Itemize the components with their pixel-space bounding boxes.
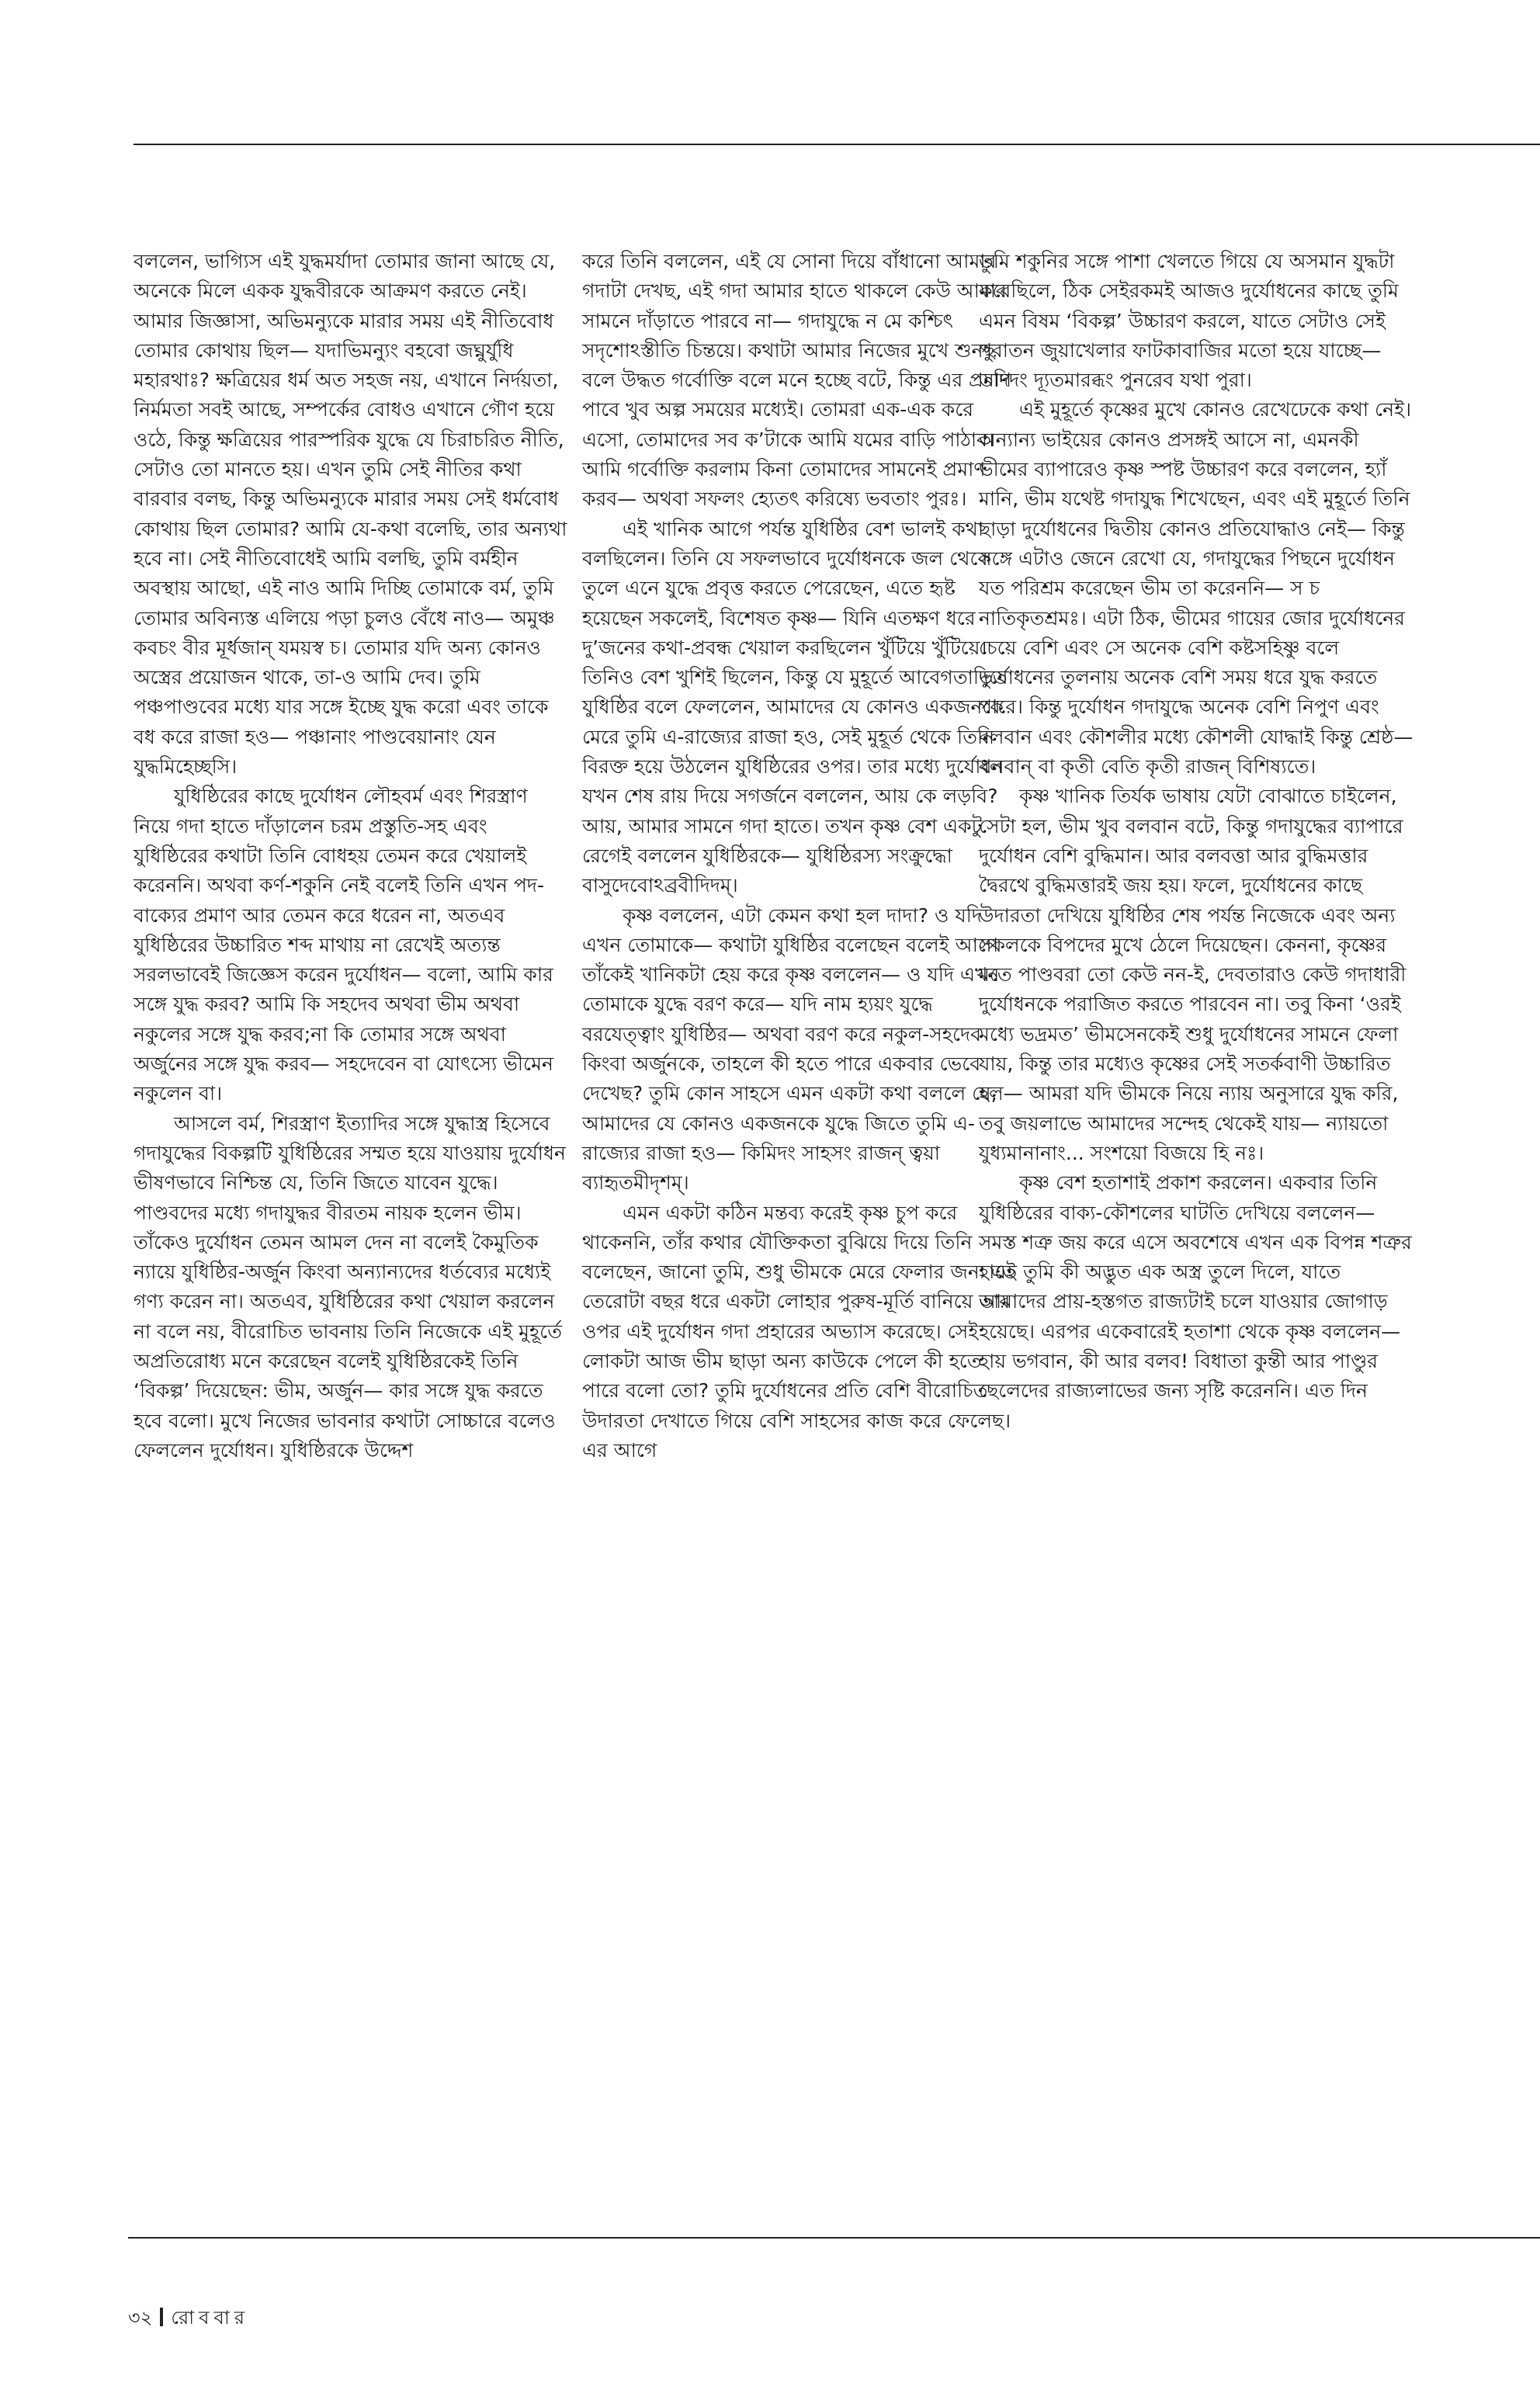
paragraph: এমন একটা কঠিন মন্তব্য করেই কৃষ্ণ চুপ করে থাকেননি, তাঁর কথার যৌক্তিকতা বুঝিয়ে দিয়ে তিনি বলেছেন, জানো তুমি, শুধু ভীমকে মেরে ফেলার জন্য এই তেরোটা বছর ধরে একটা লোহার পুরুষ-মূর্তি বানিয়ে তার ওপর এই দুর্যোধন গদা প্রহারের অভ্যাস করেছে। সেই লোকটা আজ ভীম ছাড়া অন্য কাউকে পেলে কী হতে পারে বলো তো? তুমি দুর্যোধনের প্রতি বেশি বীরোচিত উদারতা দেখাতে গিয়ে বেশি সাহসের কাজ করে ফেলেছ। এর আগে: [582, 1201, 1016, 1462]
paragraph: এই খানিক আগে পর্যন্ত যুধিষ্ঠির বেশ ভালই কথা বলছিলেন। তিনি যে সফলভাবে দুর্যোধনকে জল থেকে তুলে এনে যুদ্ধে প্রবৃত্ত করতে পেরেছেন, এতে হৃষ্ট হয়েছেন সকলেই, বিশেষত কৃষ্ণ— যিনি এতক্ষণ ধরে দু’জনের কথা-প্রবন্ধ খেয়াল করছিলেন খুঁটিয়ে খুঁটিয়ে। তিনিও বেশ খুশিই ছিলেন, কিন্তু যে মুহূর্তে আবেগতাড়িত যুধিষ্ঠির বলে ফেললেন, আমাদের যে কোনও একজনকে মেরে তুমি এ-রাজ্যের রাজা হও, সেই মুহূর্ত থেকে তিনি বিরক্ত হয়ে উঠলেন যুধিষ্ঠিরের ওপর। তার মধ্যে দুর্যোধন যখন শেষ রায় দিয়ে সগর্জনে বললেন, আয় কে লড়বি? আয়, আমার সামনে গদা হাতে। তখন কৃষ্ণ বেশ একটু রেগেই বললেন যুধিষ্ঠিরকে— যুধিষ্ঠিরস্য সংক্রুদ্ধো বাসুদেবোঽব্রবীদিদম্।: [582, 517, 1008, 897]
top-rule: [134, 144, 1540, 145]
paragraph: কৃষ্ণ খানিক তির্যক ভাষায় যেটা বোঝাতে চাইলেন, সেটা হল, ভীম খুব বলবান বটে, কিন্তু গদাযুদ্ধের ব্যাপারে দুর্যোধন বেশি বুদ্ধিমান। আর বলবত্তা আর বুদ্ধিমত্তার দ্বৈরথে বুদ্ধিমত্তারই জয় হয়। ফলে, দুর্যোধনের কাছে উদারতা দেখিয়ে যুধিষ্ঠির শেষ পর্যন্ত নিজেকে এবং অন্য সকলকে বিপদের মুখে ঠেলে দিয়েছেন। কেননা, কৃষ্ণের মতে পাণ্ডবরা তো কেউ নন-ই, দেবতারাও কেউ গদাধারী দুর্যোধনকে পরাজিত করতে পারবেন না। তবু কিনা ‘ওরই মধ্যে ভদ্রমত’ ভীমসেনকেই শুধু দুর্যোধনের সামনে ফেলা যায়, কিন্তু তার মধ্যেও কৃষ্ণের সেই সতর্কবাণী উচ্চারিত হল— আমরা যদি ভীমকে নিয়ে ন্যায় অনুসারে যুদ্ধ করি, তবু জয়লাভে আমাদের সন্দেহ থেকেই যায়— ন্যায়তো যুধ্যমানানাং... সংশয়ো বিজয়ে হি নঃ।: [979, 785, 1406, 1164]
paragraph: আসলে বর্ম, শিরস্ত্রাণ ইত্যাদির সঙ্গে যুদ্ধাস্ত্র হিসেবে গদাযুদ্ধের বিকল্পটি যুধিষ্ঠিরের সম্মত হয়ে যাওয়ায় দুর্যোধন ভীষণভাবে নিশ্চিন্ত যে, তিনি জিতে যাবেন যুদ্ধে। পাণ্ডবদের মধ্যে গদাযুদ্ধর বীরতম নায়ক হলেন ভীম। তাঁকেও দুর্যোধন তেমন আমল দেন না বলেই কৈমুতিক ন্যায়ে যুধিষ্ঠির-অর্জুন কিংবা অন্যান্যদের ধর্তব্যের মধ্যেই গণ্য করেন না। অতএব, যুধিষ্ঠিরের কথা খেয়াল করলেন না বলে নয়, বীরোচিত ভাবনায় তিনি নিজেকে এই মুহূর্তে অপ্রতিরোধ্য মনে করেছেন বলেই যুধিষ্ঠিরকেই তিনি ‘বিকল্প’ দিয়েছেন: ভীম, অর্জুন— কার সঙ্গে যুদ্ধ করতে হবে বলো। মুখে নিজের ভাবনার কথাটা সোচ্চারে বলেও ফেললেন দুর্যোধন। যুধিষ্ঠিরকে উদ্দেশ: [134, 1112, 566, 1462]
page-number: ৩২: [128, 2307, 153, 2329]
bottom-rule: [128, 2237, 1540, 2239]
paragraph: যুধিষ্ঠিরের কাছে দুর্যোধন লৌহবর্ম এবং শিরস্ত্রাণ নিয়ে গদা হাতে দাঁড়ালেন চরম প্রস্তুতি-সহ এবং যুধিষ্ঠিরের কথাটা তিনি বোধহয় তেমন করে খেয়ালই করেননি। অথবা কর্ণ-শকুনি নেই বলেই তিনি এখন পদ-বাক্যের প্রমাণ আর তেমন করে ধরেন না, অতএব যুধিষ্ঠিরের উচ্চারিত শব্দ মাথায় না রেখেই অত্যন্ত সরলভাবেই জিজ্ঞেস করেন দুর্যোধন— বলো, আমি কার সঙ্গে যুদ্ধ করব? আমি কি সহদেব অথবা ভীম অথবা নকুলের সঙ্গে যুদ্ধ করব;না কি তোমার সঙ্গে অথবা অর্জুনের সঙ্গে যুদ্ধ করব— সহদেবেন বা যোৎস্যে ভীমেন নকুলেন বা।: [134, 785, 553, 1105]
footer-separator: [160, 2308, 163, 2326]
magazine-name: রোববার: [171, 2307, 249, 2329]
text-column-2: [582, 247, 1017, 1465]
paragraph: কৃষ্ণ বললেন, এটা কেমন কথা হল দাদা? ও যদি এখন তোমাকে— কথাটা যুধিষ্ঠির বলেছেন বলেই আগে তাঁকেই খানিকটা হেয় করে কৃষ্ণ বললেন— ও যদি এখন তোমাকে যুদ্ধে বরণ করে— যদি নাম হ্যয়ং যুদ্ধে বরযেত্ত্বাং যুধিষ্ঠির— অথবা বরণ করে নকুল-সহদেব কিংবা অর্জুনকে, তাহলে কী হতে পারে একবার ভেবে দেখেছ? তুমি কোন সাহসে এমন একটা কথা বললে যে, আমাদের যে কোনও একজনকে যুদ্ধে জিতে তুমি এ-রাজ্যের রাজা হও— কিমিদং সাহসং রাজন্ ত্বয়া ব্যাহৃতমীদৃশম্।: [582, 903, 1000, 1195]
text-column-3: [979, 247, 1413, 1406]
paragraph: করে তিনি বললেন, এই যে সোনা দিয়ে বাঁধানো আমার গদাটা দেখছ, এই গদা আমার হাতে থাকলে কেউ আমার সামনে দাঁড়াতে পারবে না— গদাযুদ্ধে ন মে কশ্চিৎ সদৃশোঽস্তীতি চিন্তয়ে। কথাটা আমার নিজের মুখে শুনছ বলে উদ্ধত গর্বোক্তি বলে মনে হচ্ছে বটে, কিন্তু এর প্রমাণ পাবে খুব অল্প সময়ের মধ্যেই। তোমরা এক-এক করে এসো, তোমাদের সব ক’টাকে আমি যমের বাড়ি পাঠাব। আমি গর্বোক্তি করলাম কিনা তোমাদের সামনেই প্রমাণ করব— অথবা সফলং হ্যেতৎ করিষ্যে ভবতাং পুরঃ।: [582, 250, 1012, 511]
paragraph: এই মুহূর্তে কৃষ্ণের মুখে কোনও রেখেঢেকে কথা নেই। অন্যান্য ভাইয়ের কোনও প্রসঙ্গই আসে না, এমনকী ভীমের ব্যাপারেও কৃষ্ণ স্পষ্ট উচ্চারণ করে বললেন, হ্যাঁ মানি, ভীম যথেষ্ট গদাযুদ্ধ শিখেছেন, এবং এই মুহূর্তে তিনি ছাড়া দুর্যোধনের দ্বিতীয় কোনও প্রতিযোদ্ধাও নেই— কিন্তু সঙ্গে এটাও জেনে রেখো যে, গদাযুদ্ধের পিছনে দুর্যোধন যত পরিশ্রম করেছেন ভীম তা করেননি— স চ নাতিকৃতশ্রমঃ। এটা ঠিক, ভীমের গায়ের জোর দুর্যোধনের চেয়ে বেশি এবং সে অনেক বেশি কষ্টসহিষ্ণু বলে দুর্যোধনের তুলনায় অনেক বেশি সময় ধরে যুদ্ধ করতে পারে। কিন্তু দুর্যোধন গদাযুদ্ধে অনেক বেশি নিপুণ এবং বলবান এবং কৌশলীর মধ্যে কৌশলী যোদ্ধাই কিন্তু শ্রেষ্ঠ— বলবান্ বা কৃতী বেতি কৃতী রাজন্ বিশিষ্যতে।: [979, 398, 1413, 779]
paragraph: তুমি শকুনির সঙ্গে পাশা খেলতে গিয়ে যে অসমান যুদ্ধটা করেছিলে, ঠিক সেইরকমই আজও দুর্যোধনের কাছে তুমি এমন বিষম ‘বিকল্প’ উচ্চারণ করলে, যাতে সেটাও সেই পুরাতন জুয়াখেলার ফাটকাবাজির মতো হয়ে যাচ্ছে— তদিদং দ্যূতমারব্ধং পুনরেব যথা পুরা।: [979, 250, 1399, 392]
paragraph: বললেন, ভাগ্যিস এই যুদ্ধমর্যাদা তোমার জানা আছে যে, অনেকে মিলে একক যুদ্ধবীরকে আক্রমণ করতে নেই। আমার জিজ্ঞাসা, অভিমন্যুকে মারার সময় এই নীতিবোধ তোমার কোথায় ছিল— যদাভিমন্যুং বহবো জঘ্নুর্যুধি মহারথাঃ? ক্ষত্রিয়ের ধর্ম অত সহজ নয়, এখানে নির্দয়তা, নির্মমতা সবই আছে, সম্পর্কের বোধও এখানে গৌণ হয়ে ওঠে, কিন্তু ক্ষত্রিয়ের পারস্পরিক যুদ্ধে যে চিরাচরিত নীতি, সেটাও তো মানতে হয়। এখন তুমি সেই নীতির কথা বারবার বলছ, কিন্তু অভিমন্যুকে মারার সময় সেই ধর্মবোধ কোথায় ছিল তোমার? আমি যে-কথা বলেছি, তার অন্যথা হবে না। সেই নীতিবোধেই আমি বলছি, তুমি বর্মহীন অবস্থায় আছো, এই নাও আমি দিচ্ছি তোমাকে বর্ম, তুমি তোমার অবিন্যস্ত এলিয়ে পড়া চুলও বেঁধে নাও— অমুঞ্চ কবচং বীর মূর্ধজান্ যময়স্ব চ। তোমার যদি অন্য কোনও অস্ত্রের প্রয়োজন থাকে, তা-ও আমি দেব। তুমি পঞ্চপাণ্ডবের মধ্যে যার সঙ্গে ইচ্ছে যুদ্ধ করো এবং তাকে বধ করে রাজা হও— পঞ্চানাং পাণ্ডবেয়ানাং যেন যুদ্ধমিহেচ্ছসি।: [134, 250, 567, 779]
page-footer: [128, 2304, 249, 2335]
paragraph: কৃষ্ণ বেশ হতাশাই প্রকাশ করলেন। একবার তিনি যুধিষ্ঠিরের বাক্য-কৌশলের ঘাটতি দেখিয়ে বললেন— সমস্ত শত্রু জয় করে এসে অবশেষে এখন এক বিপন্ন শত্রুর হাতে তুমি কী অদ্ভুত এক অস্ত্র তুলে দিলে, যাতে আমাদের প্রায়-হস্তগত রাজ্যটাই চলে যাওয়ার জোগাড় হয়েছে। এরপর একেবারেই হতাশা থেকে কৃষ্ণ বললেন— হায় ভগবান, কী আর বলব! বিধাতা কুন্তী আর পাণ্ডুর ছেলেদের রাজ্যলাভের জন্য সৃষ্টি করেননি। এত দিন: [979, 1171, 1412, 1403]
text-column-1: [134, 247, 568, 1465]
